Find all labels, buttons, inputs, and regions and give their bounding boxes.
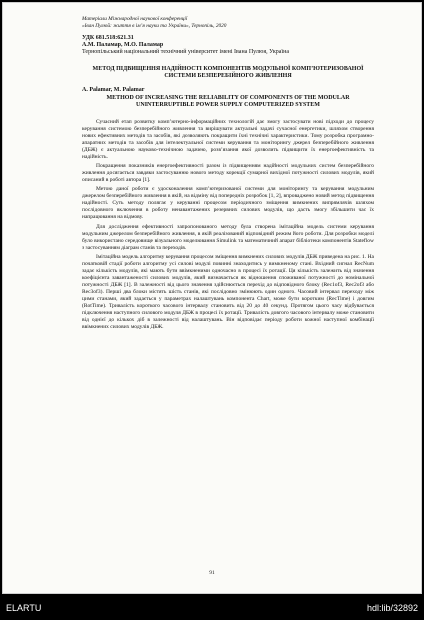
paragraph: Сучасний етап розвитку комп’ютерно-інформаційних технологій дає змогу застосувати нові підходи до процесу керування системою безперебійного живлення та вирішувати актуальні задачі сучасної енергетики, шляхом створення нових ефективних методів та засобів, які дозволяють покращити їхні технічні характеристики. Тому розробка програмно-апаратних методів та засобів для інтелектуальної системи керування та моніторингу джерел безперебійного живлення (ДБЖ) є актуальною науково-технічною задачею, розв’язання якої дозволить підвищити їх енергоефективність та надійність. bbox=[82, 118, 374, 161]
page-content bbox=[82, 16, 374, 333]
repository-name: ELARTU bbox=[6, 603, 42, 613]
conference-line-1: Матеріали Міжнародної наукової конференції bbox=[82, 16, 188, 22]
paragraph: Покращення показників енергоефективності разом із підвищенням надійності модульних систем безперебійного живлення досягається завдяки застосуванню нового методу корекції сумарної вихідної потужності силових модулів, який описаний в роботі автора [1]. bbox=[82, 163, 374, 184]
conference-header bbox=[82, 16, 374, 30]
authors-ua: А.М. Паламар, М.О. Паламар bbox=[82, 42, 164, 48]
title-en: METHOD OF INCREASING THE RELIABILITY OF COMPONENTS OF THE MODULAR UNINTERRUPTIBLE POWER SUPPLY COMPUTERIZED SYSTEM bbox=[106, 95, 350, 109]
affiliation: Тернопільський національний технічний університет імені Івана Пулюя, Україна bbox=[82, 49, 289, 56]
document-page bbox=[2, 2, 422, 594]
paragraph: Для дослідження ефективності запропонованого методу була створена імітаційна модель системи керування модульним джерелом безперебійного живлення, в якій реалізований відповідний режим його роботи. Для розробки моделі було використано середовище візуального моделювання Simulink та математичний апарат бібліотеки компонентів Stateflow з застосуванням діаграм станів та переходів. bbox=[82, 223, 374, 251]
paragraph: Метою даної роботи є удосконалення комп’ютеризованої системи для моніторингу та керування модульним джерелом безперебійного живлення в якій, на відміну від попередніх розробок [1, 2], впроваджено новий метод підвищення надійності. Суть методу полягає у керуванні процесом періодичного зміщення вимкнених випрямлячів шляхом послідовного включення в роботу ненавантажених резервних силових модулів, що дасть змогу збільшити час їх напрацювання на відмову. bbox=[82, 186, 374, 221]
udc-code: УДК 681.518:621.31 bbox=[82, 34, 134, 41]
authors-en: A. Palamar, M. Palamar bbox=[82, 86, 145, 93]
page-number: 91 bbox=[209, 570, 215, 576]
handle-id: hdl:lib/32892 bbox=[366, 603, 418, 613]
conference-line-2: «Іван Пулюй: життя в ім’я науки та України», Тернопіль, 2020 bbox=[82, 22, 227, 29]
title-ua: МЕТОД ПІДВИЩЕННЯ НАДІЙНОСТІ КОМПОНЕНТІВ МОДУЛЬНОЇ КОМП’ЮТЕРИЗОВАНОЇ СИСТЕМИ БЕЗПЕРЕБІЙНОГО ЖИВЛЕННЯ bbox=[92, 65, 364, 80]
paragraph: Імітаційна модель алгоритму керування процесом зміщення вимкнених силових модулів ДБЖ приведена на рис. 1. На початковій стадії роботи алгоритму усі силові модулі повинні знаходитись у вимкненому стані. Вхідний сигнал RecNum задає кількість модулів, які мають бути ввімкненими одночасно в процесі їх ротації. Ця кількість залежить від значення коефіцієнта завантаженості силових модулів, який визначається як відношення споживаної потужності до номінальної потужності ДБЖ [1]. В залежності від цього значення здійснюється перехід до відповідного блоку (Rec1of3, Rec2of3 або Rec3of3). Перші два блоки містять шість станів, які послідовно змінюють один одного. Часовий інтервал переходу між цими станами, який задається у параметрах налаштувань компонента Chart, може бути коротким (RecTime) і довгим (RotTime). Тривалість короткого часового інтервалу становить від 20 до 40 секунд. Протягом цього часу відбувається підключення наступного силового модуля ДБЖ в процесі їх ротації. Тривалість довгого часового інтервалу може становити від однієї до кількох діб в залежності від налаштувань. Він відповідає періоду роботи кожної наступної комбінації ввімкнених силових модулів ДБЖ. bbox=[82, 253, 374, 331]
repository-footer bbox=[0, 596, 424, 620]
